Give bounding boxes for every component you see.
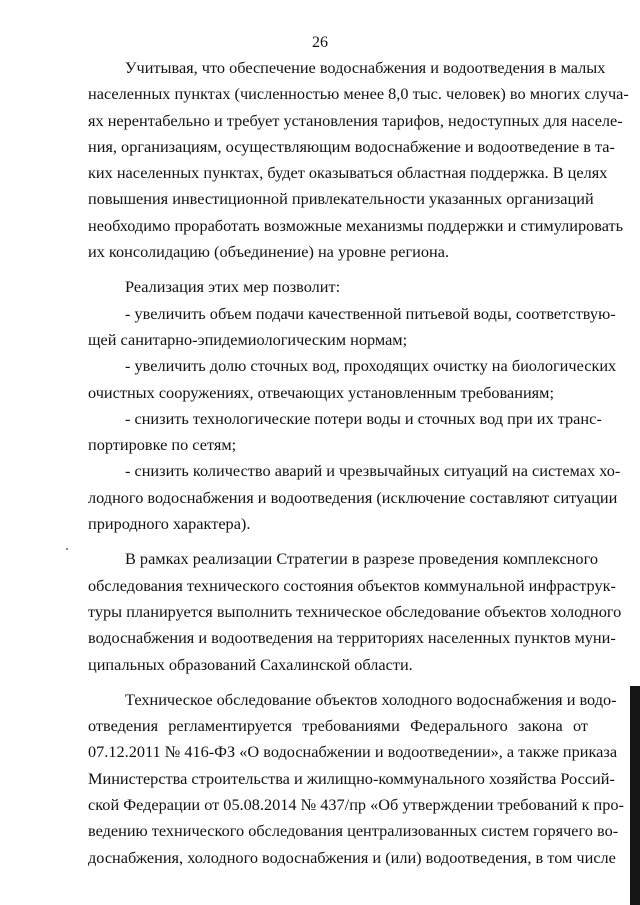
list-item-accidents xyxy=(88,458,621,537)
text-line: ких населенных пунктах, будет оказываться областная поддержка. В целях xyxy=(88,163,608,183)
text-line: ведению технического обследования централизованных систем горячего во- xyxy=(88,821,619,841)
text-line: 07.12.2011 № 416-ФЗ «О водоснабжении и водоотведении», а также приказа xyxy=(88,742,618,762)
text-line: - увеличить долю сточных вод, проходящих очистку на биологических xyxy=(125,356,617,376)
text-line: отведения регламентируется требованиями Федерального закона от xyxy=(88,716,588,736)
text-line: обследования технического состояния объектов коммунальной инфраструк- xyxy=(88,575,616,595)
text-line: ях нерентабельно и требует установления тарифов, недоступных для населе- xyxy=(88,110,623,130)
text-line: портировке по сетям; xyxy=(88,435,237,455)
paragraph-measures-intro xyxy=(88,274,588,300)
text-line: необходимо проработать возможные механизмы поддержки и стимулировать xyxy=(88,215,624,235)
page-number: 26 xyxy=(312,34,328,51)
text-line: очистных сооружениях, отвечающих установленным требованиям; xyxy=(88,382,555,402)
text-line: - снизить количество аварий и чрезвычайных ситуаций на системах хо- xyxy=(125,461,621,481)
document-body xyxy=(88,55,629,880)
text-line: ния, организациям, осуществляющим водоснабжение и водоотведение в та- xyxy=(88,136,615,156)
list-item-drinking-water xyxy=(88,301,616,354)
text-line: Министерства строительства и жилищно-коммунального хозяйства Россий- xyxy=(88,768,615,788)
paragraph-regulation xyxy=(88,687,624,871)
text-line: В рамках реализации Стратегии в разрезе проведения комплексного xyxy=(125,549,598,569)
text-line: - снизить технологические потери воды и сточных вод при их транс- xyxy=(125,408,602,428)
text-line: Реализация этих мер позволит: xyxy=(125,277,341,297)
text-line: доснабжения, холодного водоснабжения и (или) водоотведения, в том числе xyxy=(88,847,616,867)
list-item-water-losses xyxy=(88,406,602,459)
text-line: их консолидацию (объединение) на уровне региона. xyxy=(88,242,450,262)
text-line: населенных пунктах (численностью менее 8,0 тыс. человек) во многих случа- xyxy=(88,84,629,104)
text-line: водоснабжения и водоотведения на территориях населенных пунктов муни- xyxy=(88,628,616,648)
text-line: щей санитарно-эпидемиологическим нормам; xyxy=(88,329,408,349)
text-line: лодного водоснабжения и водоотведения (исключение составляют ситуации xyxy=(88,487,618,507)
text-line: природного характера). xyxy=(88,514,251,534)
text-line: Техническое обследование объектов холодного водоснабжения и водо- xyxy=(125,689,617,709)
text-line: Учитывая, что обеспечение водоснабжения и водоотведения в малых xyxy=(125,58,606,77)
paragraph-support xyxy=(88,55,629,265)
text-line: туры планируется выполнить техническое обследование объектов холодного xyxy=(88,601,622,621)
paragraph-strategy xyxy=(88,546,622,677)
text-line: ципальных образований Сахалинской области. xyxy=(88,654,413,674)
text-line: ской Федерации от 05.08.2014 № 437/пр «Об утверждении требований к про- xyxy=(88,795,624,815)
list-item-wastewater-treatment xyxy=(88,353,617,406)
text-line: повышения инвестиционной привлекательности указанных организаций xyxy=(88,189,594,209)
scan-edge-shadow xyxy=(630,686,640,905)
text-line: - увеличить объем подачи качественной питьевой воды, соответствую- xyxy=(125,303,616,323)
scan-artifact xyxy=(66,548,68,550)
